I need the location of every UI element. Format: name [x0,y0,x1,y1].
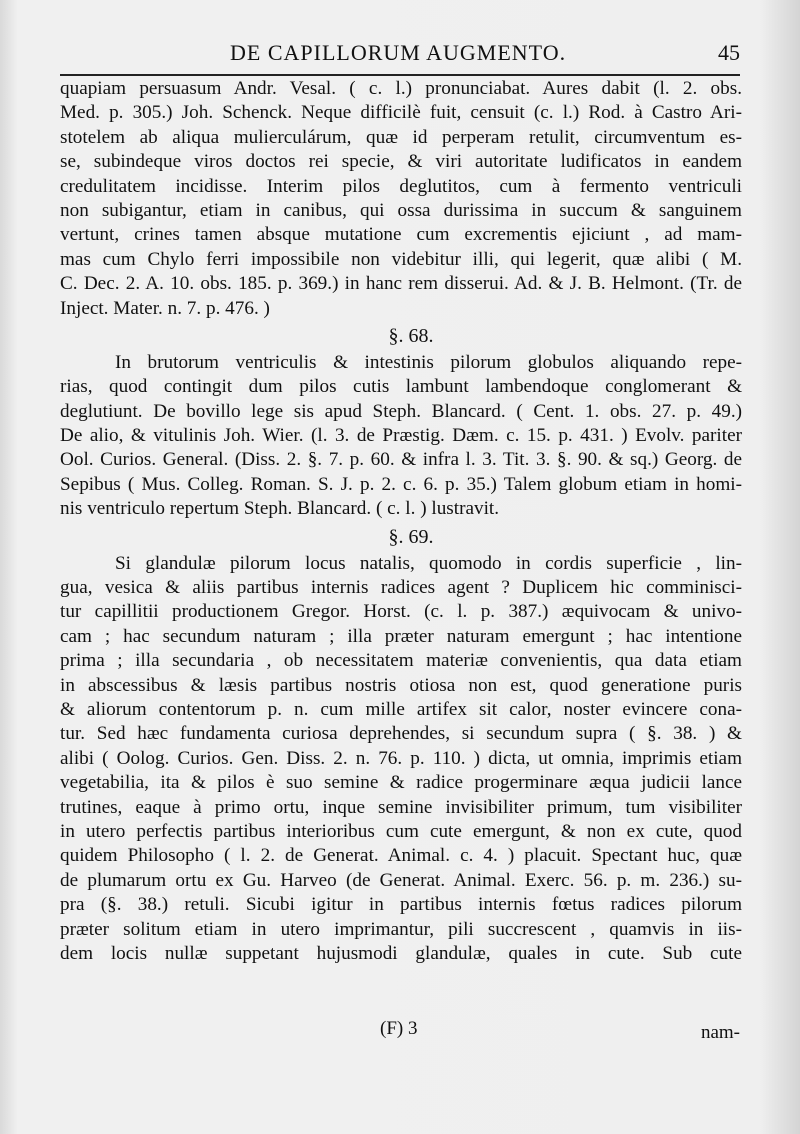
text-line: Med. p. 305.) Joh. Schenck. Neque difficilè fuit, censuit (c. l.) Rod. à Castro Ari- [60,102,742,124]
section-heading-68: §. 68. [388,324,434,347]
text-line: prima ; illa secundaria , ob necessitatem materiæ convenientis, qua data etiam [60,650,742,672]
text-line: De alio, & vitulinis Joh. Wier. (l. 3. de Præstig. Dæm. c. 15. p. 431. ) Evolv. pariter [60,425,742,447]
text-line: alibi ( Oolog. Curios. Gen. Diss. 2. n. 76. p. 110. ) dicta, ut omnia, imprimis etiam [60,747,742,769]
catchword: nam- [700,1022,740,1043]
text-line: præter solitum etiam in utero imprimantur, pili succrescent , quamvis in iis- [60,918,742,940]
signature-mark: (F) 3 [380,1018,418,1039]
text-line: Si glandulæ pilorum locus natalis, quomodo in cordis superficie , lin- [115,552,742,574]
text-line: cam ; hac secundum naturam ; illa præter naturam emergunt ; hac intentione [60,625,742,647]
text-line: credulitatem incidisse. Interim pilos deglutitos, cum à fermento ventriculi [60,175,742,197]
text-line: tur capillitii productionem Gregor. Horst. (c. l. p. 387.) æquivocam & univo- [60,601,742,623]
text-line: & aliorum contentorum p. n. cum mille artifex sit calor, noster evincere cona- [60,698,742,720]
text-line: in abscessibus & læsis partibus nostris otiosa non est, quod generatione puris [60,674,742,696]
page-footer [60,1018,740,1048]
text-line: non subigantur, etiam in canibus, qui ossa durissima in succum & sanguinem [60,199,742,221]
text-line: C. Dec. 2. A. 10. obs. 185. p. 369.) in hanc rem disserui. Ad. & J. B. Helmont. (Tr. de [60,273,742,295]
text-line: deglutiunt. De bovillo lege sis apud Steph. Blancard. ( Cent. 1. obs. 27. p. 49.) [60,400,742,422]
body-text [60,77,742,966]
text-line: Ool. Curios. General. (Diss. 2. §. 7. p. 60. & infra l. 3. Tit. 3. §. 90. & sq.) Georg. de [60,449,742,471]
text-line: Sepibus ( Mus. Colleg. Roman. S. J. p. 2. c. 6. p. 35.) Talem globum etiam in homi- [60,473,742,495]
text-line: de plumarum ortu ex Gu. Harveo (de Generat. Animal. Exerc. 56. p. m. 236.) su- [60,869,742,891]
text-line: in utero perfectis partibus interioribus cum cute emergunt, & non ex cute, quod [60,820,742,842]
text-line: pra (§. 38.) retuli. Sicubi igitur in partibus internis fœtus radices pilorum [60,894,742,916]
text-line: gua, vesica & aliis partibus internis radices agent ? Duplicem hic comminisci- [60,577,742,599]
header-rule [60,74,740,76]
text-line: quapiam persuasum Andr. Vesal. ( c. l.) pronunciabat. Aures dabit (l. 2. obs. [60,78,742,99]
page-number: 45 [718,40,740,65]
page-header [60,38,740,72]
section-heading-69: §. 69. [388,525,434,548]
paragraph-2 [60,351,742,522]
text-line: stotelem ab aliqua mulierculárum, quæ id perperam retulit, circumventum es- [60,126,742,148]
text-line: trutines, eaque à primo ortu, inque semine invisibiliter primum, tum visibiliter [60,796,742,818]
text-line: vertunt, crines tamen absque mutatione cum excrementis ejiciunt , ad mam- [60,224,742,246]
text-line: mas cum Chylo ferri impossibile non videbitur illi, qui legerit, quæ alibi ( M. [60,248,742,270]
paragraph-3 [60,552,742,967]
text-line: se, subindeque viros doctos rei specie, & viri autoritate ludificatos in eandem [60,151,742,173]
running-head: DE CAPILLORUM AUGMENTO. [230,40,567,65]
text-line: tur. Sed hæc fundamenta curiosa deprehendes, si secundum supra ( §. 38. ) & [60,723,742,745]
text-line: Inject. Mater. n. 7. p. 476. ) [60,297,270,319]
text-line: dem locis nullæ suppetant hujusmodi glandulæ, quales in cute. Sub cute [60,942,742,964]
text-line: nis ventriculo repertum Steph. Blancard. ( c. l. ) lustravit. [60,498,500,520]
text-line: rias, quod contingit dum pilos cutis lambunt lambendoque conglomerant & [60,376,742,398]
text-line: In brutorum ventriculis & intestinis pilorum globulos aliquando repe- [115,351,742,373]
paragraph-1 [60,77,742,321]
text-line: quidem Philosopho ( l. 2. de Generat. Animal. c. 4. ) placuit. Spectant huc, quæ [60,845,742,867]
text-line: vegetabilia, ita & pilos è suo semine & radice progerminare æqua judicii lance [60,772,742,794]
